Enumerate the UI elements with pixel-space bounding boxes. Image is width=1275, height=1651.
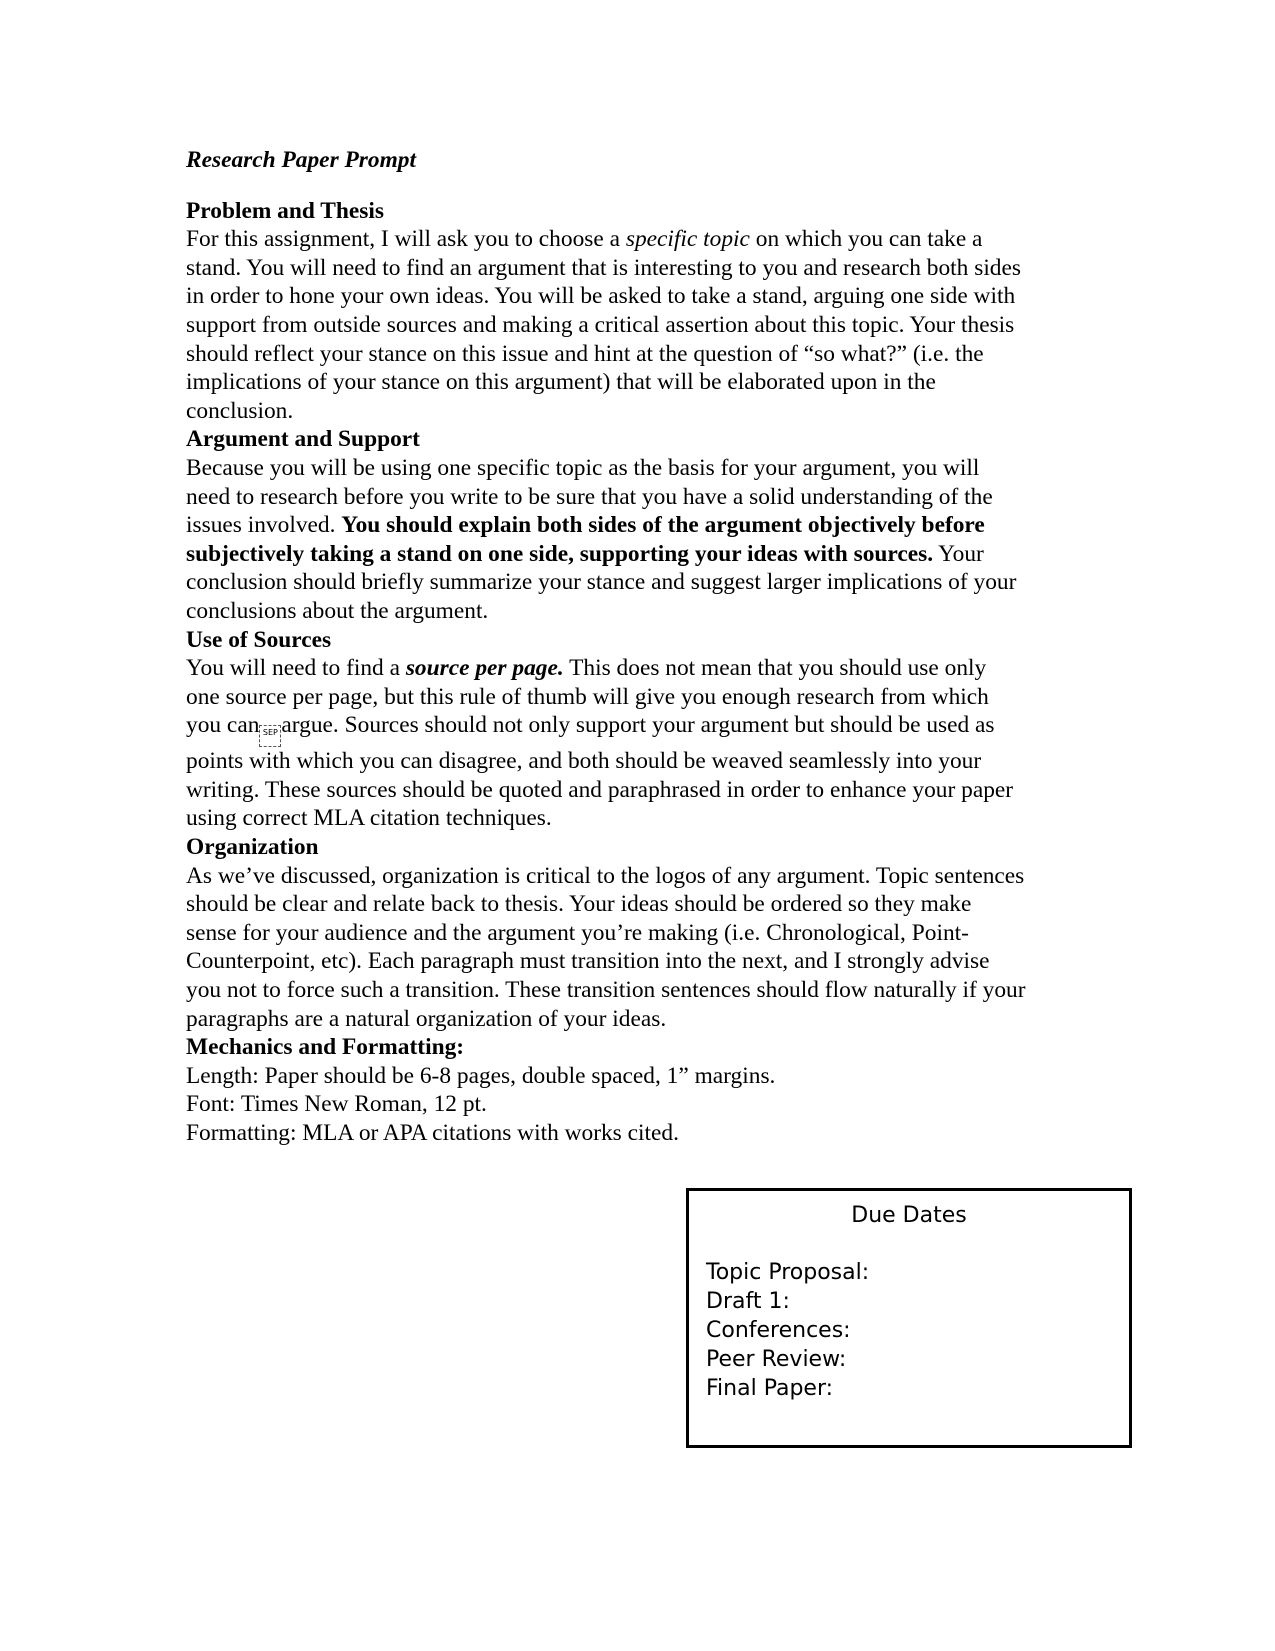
section-paragraph bbox=[186, 225, 1086, 425]
due-date-item-final-paper: Final Paper: bbox=[706, 1376, 834, 1401]
text-line bbox=[186, 540, 1086, 569]
separator-glyph-icon: SEP bbox=[259, 725, 281, 747]
due-date-item-topic-proposal: Topic Proposal: bbox=[706, 1260, 870, 1285]
text-line: paragraphs are a natural organization of your ideas. bbox=[186, 1005, 667, 1032]
text-line: sense for your audience and the argument you’re making (i.e. Chronological, Point- bbox=[186, 919, 969, 946]
text-line: Counterpoint, etc). Each paragraph must transition into the next, and I strongly advise bbox=[186, 948, 990, 975]
section-heading: Mechanics and Formatting: bbox=[186, 1034, 465, 1061]
text-line: writing. These sources should be quoted and paraphrased in order to enhance your paper bbox=[186, 776, 1014, 803]
text-line: conclusion should briefly summarize your stance and suggest larger implications of your bbox=[186, 569, 1017, 596]
document-title: Research Paper Prompt bbox=[186, 147, 416, 173]
text-run: This does not mean that you should use only bbox=[563, 655, 987, 682]
text-run: You will need to find a bbox=[186, 655, 406, 682]
section-use-of-sources bbox=[186, 626, 1086, 834]
text-line: Formatting: MLA or APA citations with works cited. bbox=[186, 1120, 679, 1146]
bold-text: subjectively taking a stand on one side, supporting your ideas with sources. bbox=[186, 540, 934, 567]
text-line: need to research before you write to be sure that you have a solid understanding of the bbox=[186, 483, 993, 510]
text-line: one source per page, but this rule of thumb will give you enough research from which bbox=[186, 683, 989, 710]
section-mechanics-formatting bbox=[186, 1033, 1086, 1147]
text-line: conclusions about the argument. bbox=[186, 597, 489, 624]
due-date-item-peer-review: Peer Review: bbox=[706, 1347, 847, 1372]
bold-italic-text: source per page. bbox=[405, 655, 564, 682]
text-line: stand. You will need to find an argument that is interesting to you and research both sides bbox=[186, 254, 1021, 281]
due-date-item-draft-1: Draft 1: bbox=[706, 1289, 790, 1314]
text-line: using correct MLA citation techniques. bbox=[186, 805, 552, 832]
section-heading: Organization bbox=[186, 834, 319, 861]
text-line: support from outside sources and making a critical assertion about this topic. Your thesis bbox=[186, 311, 1015, 338]
document-body bbox=[186, 146, 1086, 1148]
section-paragraph bbox=[186, 862, 1086, 1034]
due-dates-title: Due Dates bbox=[851, 1203, 967, 1228]
section-organization bbox=[186, 833, 1086, 1033]
text-line: should be clear and relate back to thesis. Your ideas should be ordered so they make bbox=[186, 891, 972, 918]
section-heading: Problem and Thesis bbox=[186, 197, 384, 224]
section-heading: Argument and Support bbox=[186, 426, 420, 453]
section-paragraph bbox=[186, 654, 1086, 833]
section-problem-thesis bbox=[186, 197, 1086, 426]
text-line: Font: Times New Roman, 12 pt. bbox=[186, 1091, 487, 1118]
text-run: issues involved. bbox=[186, 512, 342, 539]
text-run: on which you can take a bbox=[749, 226, 983, 253]
text-line: As we’ve discussed, organization is critical to the logos of any argument. Topic sentences bbox=[186, 862, 1025, 889]
text-run: argue. Sources should not only support your argument but should be used as bbox=[281, 712, 995, 739]
section-paragraph bbox=[186, 454, 1086, 626]
text-line: Because you will be using one specific topic as the basis for your argument, you will bbox=[186, 454, 980, 481]
due-dates-box bbox=[686, 1188, 1132, 1448]
text-line bbox=[186, 225, 1086, 254]
due-date-item-conferences: Conferences: bbox=[706, 1318, 851, 1343]
text-line: Length: Paper should be 6-8 pages, double spaced, 1” margins. bbox=[186, 1062, 776, 1089]
text-line: points with which you can disagree, and both should be weaved seamlessly into your bbox=[186, 748, 982, 775]
text-run: Your bbox=[933, 540, 984, 567]
text-run: you can bbox=[186, 712, 260, 739]
bold-text: You should explain both sides of the argument objectively before bbox=[341, 512, 985, 539]
section-argument-support bbox=[186, 425, 1086, 625]
text-line: implications of your stance on this argument) that will be elaborated upon in the bbox=[186, 369, 936, 396]
section-paragraph bbox=[186, 1062, 1086, 1148]
text-line: conclusion. bbox=[186, 397, 294, 424]
emphasis-text: specific topic bbox=[625, 226, 750, 253]
text-line bbox=[186, 654, 1086, 683]
text-line: you not to force such a transition. These transition sentences should flow naturally if your bbox=[186, 977, 1026, 1004]
text-line: in order to hone your own ideas. You will be asked to take a stand, arguing one side with bbox=[186, 283, 1016, 310]
text-line bbox=[186, 711, 1086, 747]
text-run: For this assignment, I will ask you to choose a bbox=[186, 226, 626, 253]
text-line bbox=[186, 511, 1086, 540]
text-line: should reflect your stance on this issue and hint at the question of “so what?” (i.e. the bbox=[186, 340, 984, 367]
section-heading: Use of Sources bbox=[186, 626, 332, 653]
